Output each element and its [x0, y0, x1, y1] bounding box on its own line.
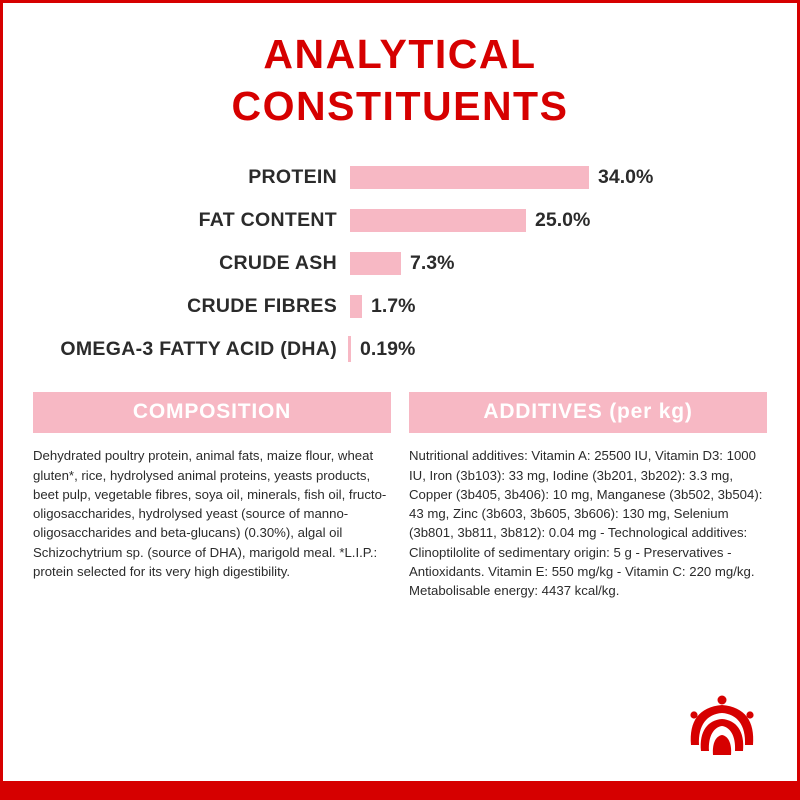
chart-bar-track	[348, 158, 743, 196]
chart-row	[3, 244, 743, 282]
chart-bar-value: 34.0%	[598, 165, 654, 188]
additives-panel	[409, 392, 767, 600]
page-title-line-2: CONSTITUENTS	[231, 82, 569, 129]
chart-row-label: FAT CONTENT	[198, 208, 337, 231]
chart-row-label: OMEGA-3 FATTY ACID (DHA)	[60, 337, 337, 360]
royal-canin-crown-logo	[685, 695, 759, 757]
additives-text: Nutritional additives: Vitamin A: 25500 IU, Vitamin D3: 1000 IU, Iron (3b103): 33 mg, Iodine (3b201, 3b202): 3.3 mg, Copper (3b405, 3b406): 10 mg, Manganese (3b502, 3b504): 43 mg, Zinc (3b603, 3b605, 3b606): 130 mg, Selenium (3b801, 3b811, 3b812): 0.04 mg - Technological additives: Clinoptilolite of sedimentary origin: 5 g - Preservatives - Antioxidants. Vitamin E: 550 mg/kg - Vitamin C: 220 mg/kg. Metabolisable energy: 4437 kcal/kg.	[409, 448, 763, 599]
chart-bar-value: 25.0%	[535, 208, 591, 231]
chart-bar-value: 1.7%	[371, 294, 416, 317]
chart-row	[3, 330, 743, 368]
chart-row	[3, 201, 743, 239]
chart-bar-value: 7.3%	[410, 251, 455, 274]
chart-row-label: CRUDE FIBRES	[187, 294, 337, 317]
composition-panel	[33, 392, 391, 600]
chart-bar	[348, 295, 362, 318]
composition-text: Dehydrated poultry protein, animal fats, maize flour, wheat gluten*, rice, hydrolysed animal proteins, yeasts products, beet pulp, vegetable fibres, soya oil, minerals, fish oil, fructo-oligosaccharides, hydrolysed yeast (source of manno-oligosaccharides and beta-glucans) (0.30%), algal oil Schizochytrium sp. (source of DHA), marigold meal. *L.I.P.: protein selected for its very high digestibility.	[33, 448, 387, 579]
chart-row	[3, 158, 743, 196]
chart-bar-track	[348, 287, 743, 325]
chart-bar	[348, 336, 351, 362]
footer-accent-bar	[3, 781, 797, 797]
chart-row-label: PROTEIN	[248, 165, 337, 188]
chart-row	[3, 287, 743, 325]
chart-bar	[348, 252, 401, 275]
chart-bar-track	[348, 201, 743, 239]
chart-bar-track	[348, 244, 743, 282]
page-title-line-1: ANALYTICAL	[263, 31, 537, 77]
page-title	[3, 3, 797, 132]
chart-bar	[348, 166, 589, 189]
analytical-constituents-chart	[3, 158, 797, 368]
additives-heading: ADDITIVES (per kg)	[409, 392, 767, 433]
chart-bar-track	[348, 330, 743, 368]
chart-row-label: CRUDE ASH	[219, 251, 337, 274]
info-panels	[3, 392, 797, 600]
composition-heading: COMPOSITION	[33, 392, 391, 433]
chart-bar-value: 0.19%	[360, 337, 416, 360]
chart-bar	[348, 209, 526, 232]
